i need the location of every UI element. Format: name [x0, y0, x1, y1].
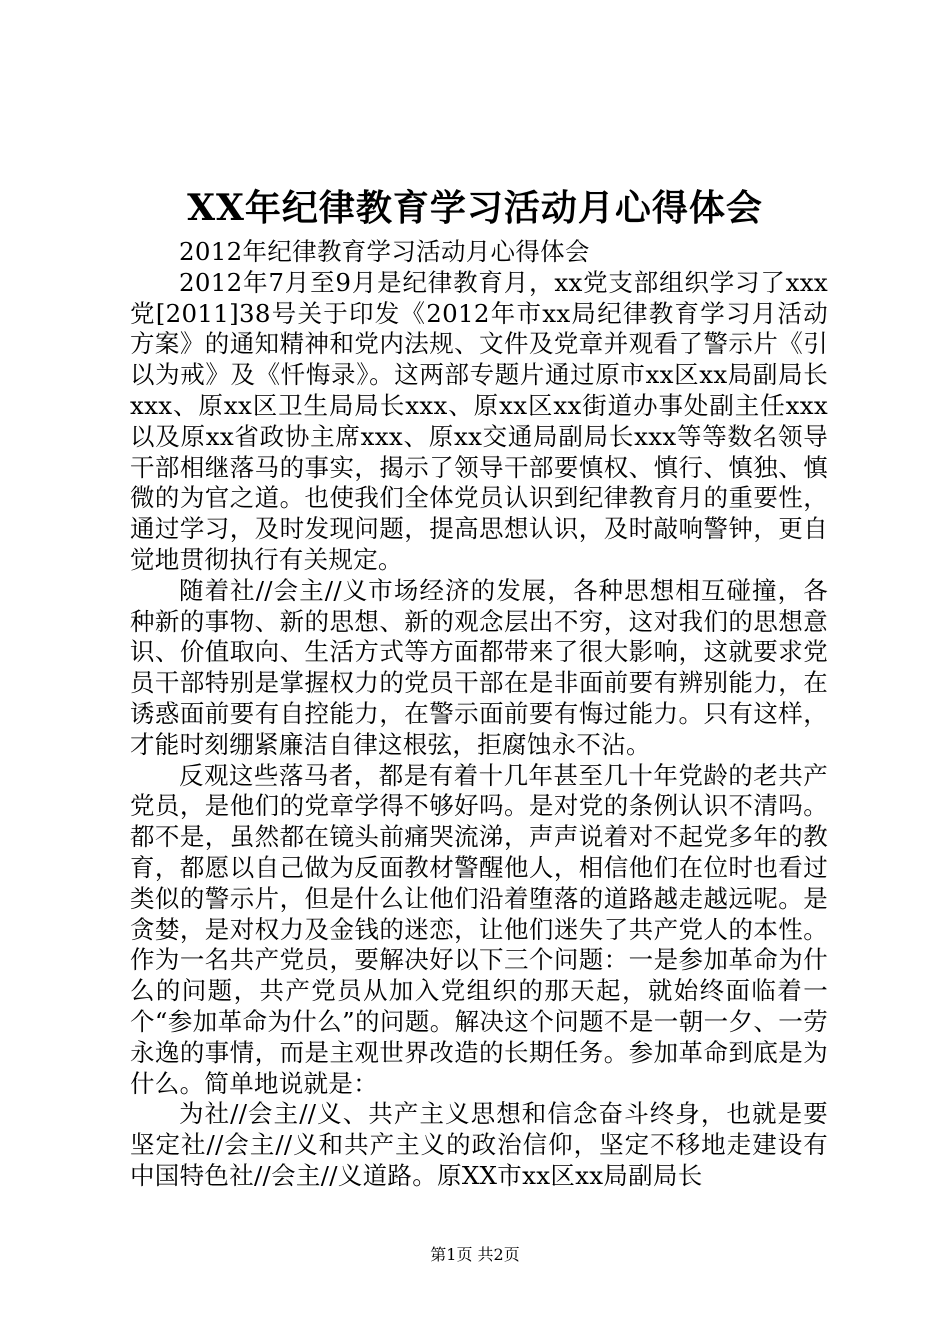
- paragraph: 2012年7月至9月是纪律教育月，xx党支部组织学习了xxx党[2011]38号关于印发《2012年市xx局纪律教育学习月活动方案》的通知精神和党内法规、文件及党章并观看了警示片《引以为戒》及《忏悔录》。这两部专题片通过原市xx区xx局副局长xxx、原xx区卫生局局长xxx、原xx区xx街道办事处副主任xxx以及原xx省政协主席xxx、原xx交通局副局长xxx等等数名领导干部相继落马的事实，揭示了领导干部要慎权、慎行、慎独、慎微的为官之道。也使我们全体党员认识到纪律教育月的重要性，通过学习，及时发现问题，提高思想认识，及时敲响警钟，更自觉地贯彻执行有关规定。: [130, 267, 828, 574]
- page-title: XX年纪律教育学习活动月心得体会: [187, 187, 763, 229]
- page-number-footer: 第1页 共2页: [430, 1245, 520, 1264]
- paragraph-subtitle: 2012年纪律教育学习活动月心得体会: [179, 237, 590, 266]
- document-body: [130, 237, 828, 1192]
- paragraph: 反观这些落马者，都是有着十几年甚至几十年党龄的老共产党员，是他们的党章学得不够好吗。是对党的条例认识不清吗。都不是，虽然都在镜头前痛哭流涕，声声说着对不起党多年的教育，都愿以自己做为反面教材警醒他人，相信他们在位时也看过类似的警示片，但是什么让他们沿着堕落的道路越走越远呢。是贪婪，是对权力及金钱的迷恋，让他们迷失了共产党人的本性。作为一名共产党员，要解决好以下三个问题：一是参加革命为什么的问题，共产党员从加入党组织的那天起，就始终面临着一个“参加革命为什么”的问题。解决这个问题不是一朝一夕、一劳永逸的事情，而是主观世界改造的长期任务。参加革命到底是为什么。简单地说就是：: [130, 760, 828, 1098]
- paragraph: 为社//会主//义、共产主义思想和信念奋斗终身，也就是要坚定社//会主//义和共产主义的政治信仰，坚定不移地走建设有中国特色社//会主//义道路。原XX市xx区xx局副局长: [130, 1099, 828, 1190]
- paragraph: 随着社//会主//义市场经济的发展，各种思想相互碰撞，各种新的事物、新的思想、新的观念层出不穷，这对我们的思想意识、价值取向、生活方式等方面都带来了很大影响，这就要求党员干部特别是掌握权力的党员干部在是非面前要有辨别能力，在诱惑面前要有自控能力，在警示面前要有悔过能力。只有这样，才能时刻绷紧廉洁自律这根弦，拒腐蚀永不沾。: [130, 575, 828, 759]
